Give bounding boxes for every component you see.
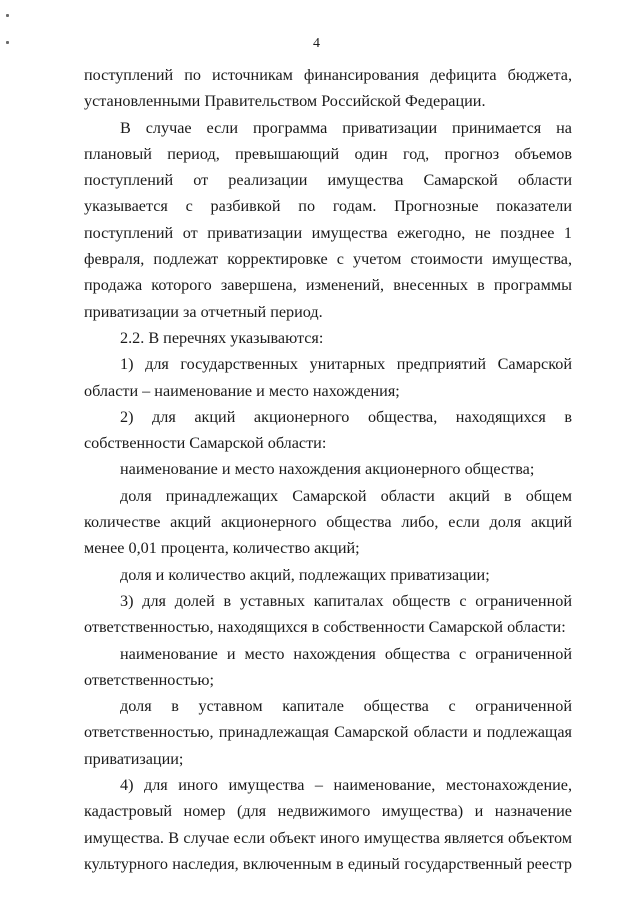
paragraph: наименование и место нахождения акционерного общества; (120, 460, 535, 479)
paragraph: В случае если программа приватизации принимается на плановый период, превышающий один год, прогноз объемов поступлений от реализации имущества Самарской области указывается с разбивкой по годам. Прогнозные показатели поступлений от приватизации имущества ежегодно, не позднее 1 февраля, подлежат корректировке с учетом стоимости имущества, продажа которого завершена, изменений, внесенных в программы приватизации за отчетный период. (84, 118, 572, 321)
paragraph: доля принадлежащих Самарской области акций в общем количестве акций акционерного общества либо, если доля акций менее 0,01 процента, количество акций; (84, 486, 572, 558)
paragraph: 2.2. В перечнях указываются: (120, 328, 324, 347)
paragraph: доля и количество акций, подлежащих приватизации; (120, 565, 490, 584)
paragraph: поступлений по источникам финансирования дефицита бюджета, установленными Правительством Российской Федерации. (84, 66, 572, 111)
page-number: 4 (313, 36, 320, 51)
document-body (84, 62, 572, 877)
paragraph: доля в уставном капитале общества с ограниченной ответственностью, принадлежащая Самарской области и подлежащая приватизации; (84, 697, 572, 768)
paragraph: 2) для акций акционерного общества, находящихся в собственности Самарской области: (84, 407, 572, 453)
scan-mark (6, 14, 9, 17)
paragraph: 1) для государственных унитарных предприятий Самарской области – наименование и место нахождения; (84, 355, 572, 400)
paragraph: наименование и место нахождения общества с ограниченной ответственностью; (84, 644, 572, 689)
paragraph: 4) для иного имущества – наименование, местонахождение, кадастровый номер (для недвижимого имущества) и назначение имущества. В случае если объект иного имущества является объектом культурного наследия, включенным в единый государственный реестр (84, 776, 572, 873)
paragraph: 3) для долей в уставных капиталах обществ с ограниченной ответственностью, находящихся в собственности Самарской области: (84, 591, 572, 637)
